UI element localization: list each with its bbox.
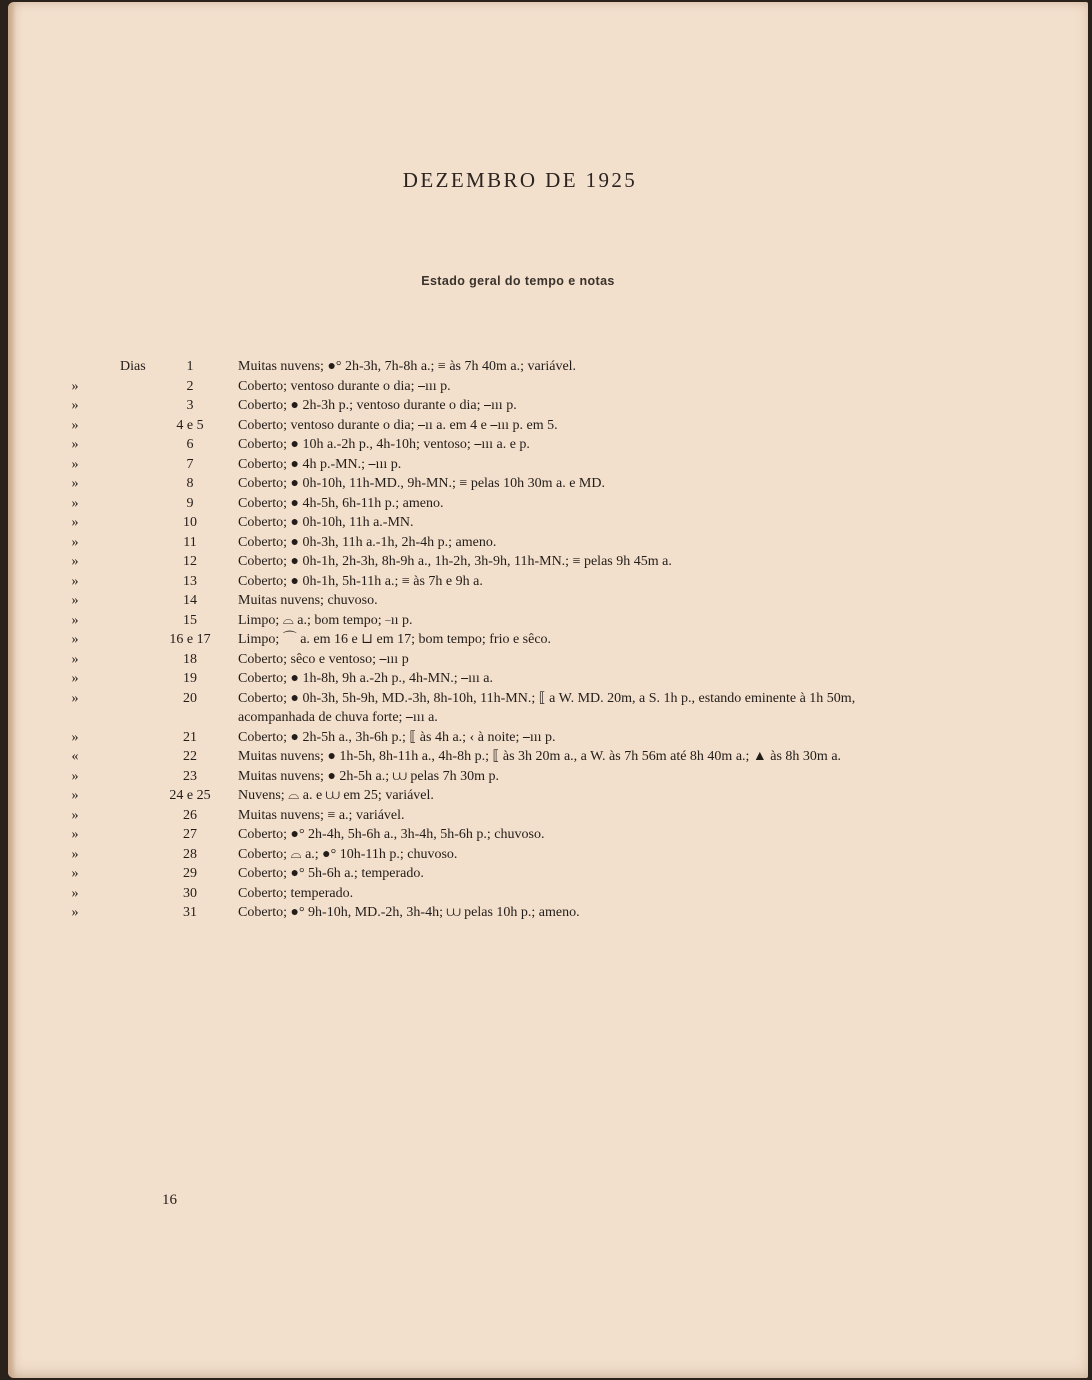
ditto-mark: »	[71, 495, 79, 511]
weather-description: Limpo; ⌒ a. em 16 e ⊔ em 17; bom tempo; frio e sêco.	[238, 632, 552, 647]
day-number: 16 e 17	[169, 632, 211, 647]
table-row	[8, 845, 1088, 865]
table-row	[8, 611, 1088, 631]
weather-description: Coberto; ●° 9h-10h, MD.-2h, 3h-4h; ⩊ pelas 10h p.; ameno.	[238, 905, 580, 920]
ditto-mark: »	[71, 729, 79, 745]
day-number: 6	[186, 437, 194, 452]
weather-description: Coberto; ● 1h-8h, 9h a.-2h p., 4h-MN.; ⎯ııı a.	[238, 671, 493, 686]
day-number: 14	[183, 593, 197, 608]
day-number: 9	[186, 495, 194, 511]
table-row	[8, 474, 1088, 494]
weather-description: Coberto; ● 10h a.-2h p., 4h-10h; ventoso; ⎯ııı a. e p.	[238, 437, 530, 452]
ditto-mark: »	[71, 651, 79, 667]
weather-description: Coberto; ●° 2h-4h, 5h-6h a., 3h-4h, 5h-6h p.; chuvoso.	[238, 827, 545, 842]
day-number: 15	[183, 612, 197, 628]
table-row	[8, 494, 1088, 514]
weather-description: Muitas nuvens; chuvoso.	[238, 593, 378, 608]
table-row	[8, 396, 1088, 416]
ditto-mark: »	[71, 846, 79, 862]
page-number: 16	[162, 1192, 177, 1208]
table-row	[8, 903, 1088, 923]
weather-description: Coberto; sêco e ventoso; ⎯ııı p	[238, 651, 409, 667]
ditto-mark: »	[71, 417, 79, 433]
table-row	[8, 377, 1088, 397]
day-number: 1	[186, 359, 194, 374]
dias-column-label: Dias	[120, 359, 146, 374]
day-number: 29	[183, 866, 197, 881]
ditto-mark: »	[71, 905, 79, 920]
weather-description: Coberto; ● 0h-1h, 2h-3h, 8h-9h a., 1h-2h, 3h-9h, 11h-MN.; ≡ pelas 9h 45m a.	[238, 554, 672, 569]
day-number: 30	[183, 885, 197, 901]
weather-description: Coberto; ● 2h-5h a., 3h-6h p.; ⟦ às 4h a.; ‹ à noite; ⎯ııı p.	[238, 729, 556, 745]
ditto-mark: »	[71, 788, 79, 803]
day-number: 12	[183, 554, 197, 569]
day-number: 20	[183, 690, 197, 706]
day-number: 13	[183, 573, 197, 589]
table-row	[8, 825, 1088, 845]
day-number: 24 e 25	[169, 788, 211, 803]
table-row	[8, 786, 1088, 806]
day-number: 19	[183, 671, 197, 686]
weather-description: Coberto; ● 0h-1h, 5h-11h a.; ≡ às 7h e 9h a.	[238, 573, 483, 589]
table-row	[8, 767, 1088, 787]
table-row	[8, 455, 1088, 475]
ditto-mark: »	[71, 437, 79, 452]
day-number: 18	[183, 651, 197, 667]
table-row	[8, 416, 1088, 436]
weather-description: Coberto; ventoso durante o dia; ⎯ıı a. em 4 e ⎯ııı p. em 5.	[238, 417, 558, 433]
table-row	[8, 591, 1088, 611]
table-row	[8, 806, 1088, 826]
weather-notes-table	[8, 357, 1088, 923]
weather-description: Coberto; ● 0h-10h, 11h a.-MN.	[238, 515, 414, 530]
weather-description: Coberto; ● 0h-3h, 5h-9h, MD.-3h, 8h-10h, 11h-MN.; ⟦ a W. MD. 20m, a S. 1h p., estando eminente à 1h 50m, acompanhada de chuva forte; ⎯ııı a.	[238, 690, 856, 725]
ditto-mark: »	[71, 866, 79, 881]
ditto-mark: »	[71, 554, 79, 569]
weather-description: Nuvens; ⌓ a. e ⩊ em 25; variável.	[238, 788, 434, 803]
table-row	[8, 533, 1088, 553]
weather-description: Coberto; ● 4h p.-MN.; ⎯ııı p.	[238, 456, 402, 472]
day-number: 11	[183, 534, 197, 550]
ditto-mark: »	[71, 827, 79, 842]
document-page	[8, 2, 1088, 1378]
day-number: 28	[183, 846, 197, 862]
weather-description: Coberto; ⌓ a.; ●° 10h-11h p.; chuvoso.	[238, 846, 458, 862]
ditto-mark: »	[71, 456, 79, 472]
table-row	[8, 728, 1088, 748]
day-number: 4 e 5	[176, 417, 204, 433]
day-number: 23	[183, 768, 197, 784]
day-number: 31	[183, 905, 197, 920]
day-number: 10	[183, 515, 197, 530]
ditto-mark: »	[71, 885, 79, 901]
table-row	[8, 357, 1088, 377]
ditto-mark: »	[71, 476, 79, 491]
day-number: 22	[183, 749, 197, 764]
table-row	[8, 572, 1088, 592]
weather-description: Muitas nuvens; ●° 2h-3h, 7h-8h a.; ≡ às 7h 40m a.; variável.	[238, 359, 577, 374]
day-number: 3	[186, 398, 194, 413]
table-row	[8, 650, 1088, 670]
ditto-mark: »	[71, 768, 79, 784]
weather-description: Coberto; ● 2h-3h p.; ventoso durante o dia; ⎯ııı p.	[238, 398, 517, 413]
ditto-mark: »	[71, 671, 79, 686]
day-number: 27	[183, 827, 197, 842]
ditto-mark: «	[71, 749, 79, 764]
ditto-mark: »	[71, 612, 79, 628]
ditto-mark: »	[71, 515, 79, 530]
weather-description: Coberto; temperado.	[238, 885, 354, 901]
day-number: 21	[183, 729, 197, 745]
day-number: 8	[186, 476, 194, 491]
table-row	[8, 630, 1088, 650]
weather-description: Coberto; ●° 5h-6h a.; temperado.	[238, 866, 424, 881]
day-number: 7	[186, 456, 194, 472]
day-number: 26	[183, 807, 197, 823]
ditto-mark: »	[71, 807, 79, 823]
table-row	[8, 884, 1088, 904]
weather-description: Muitas nuvens; ● 1h-5h, 8h-11h a., 4h-8h p.; ⟦ às 3h 20m a., a W. às 7h 56m até 8h 40m a.; ▲ às 8h 30m a.	[238, 749, 842, 764]
day-number: 2	[186, 378, 194, 394]
ditto-mark: »	[71, 378, 79, 394]
ditto-mark: »	[71, 593, 79, 608]
weather-description: Coberto; ● 0h-3h, 11h a.-1h, 2h-4h p.; ameno.	[238, 534, 497, 550]
weather-description: Muitas nuvens; ● 2h-5h a.; ⩊ pelas 7h 30m p.	[238, 768, 499, 784]
table-row	[8, 747, 1088, 767]
ditto-mark: »	[71, 632, 79, 647]
table-row	[8, 864, 1088, 884]
weather-description: Coberto; ● 0h-10h, 11h-MD., 9h-MN.; ≡ pelas 10h 30m a. e MD.	[238, 476, 605, 491]
table-row	[8, 513, 1088, 533]
table-row	[8, 435, 1088, 455]
ditto-mark: »	[71, 398, 79, 413]
table-row	[8, 669, 1088, 689]
page-title: DEZEMBRO DE 1925	[402, 168, 638, 192]
table-row	[8, 689, 1088, 728]
weather-description: Coberto; ● 4h-5h, 6h-11h p.; ameno.	[238, 495, 444, 511]
table-row	[8, 552, 1088, 572]
section-subtitle: Estado geral do tempo e notas	[421, 274, 615, 288]
weather-description: Limpo; ⌓ a.; bom tempo; ⎯ıı p.	[238, 612, 413, 628]
weather-description: Coberto; ventoso durante o dia; ⎯ııı p.	[238, 378, 451, 394]
ditto-mark: »	[71, 690, 79, 706]
weather-description: Muitas nuvens; ≡ a.; variável.	[238, 807, 405, 823]
ditto-mark: »	[71, 534, 79, 550]
ditto-mark: »	[71, 573, 79, 589]
